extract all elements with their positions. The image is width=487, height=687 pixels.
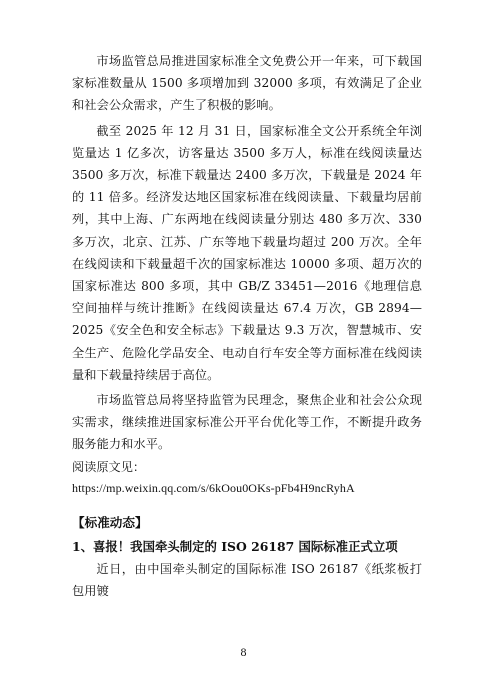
read-more-link[interactable]: https://mp.weixin.qq.com/s/6kOou0OKs-pFb4H9ncRyhA [72, 480, 355, 495]
body-paragraph-3: 市场监管总局将坚持监管为民理念，聚焦企业和社会公众现实需求，继续推进国家标准公开平台优化等工作，不断提升政务服务能力和水平。 [72, 393, 422, 452]
read-more-label: 阅读原文见： [72, 459, 146, 474]
page-number: 8 [240, 645, 247, 659]
news-item-body: 近日，由中国牵头制定的国际标准 ISO 26187《纸浆板打包用镀 [72, 561, 422, 598]
document-body [72, 50, 422, 602]
body-paragraph-2: 截至 2025 年 12 月 31 日，国家标准全文公开系统全年浏览量达 1 亿多次，访客量达 3500 多万人，标准在线阅读量达 3500 多万次，标准下载量达 2400 多万次，下载量是 2024 年的 11 倍多。经济发达地区国家标准在线阅读量、下载量均居前列，其中上海、广东两地在线阅读量分别达 480 多万次、330 多万次，北京、江苏、广东等地下载量均超过 200 万次。全年在线阅读和下载量超千次的国家标准达 10000 多项、超万次的国家标准达 800 多项，其中 GB/Z 33451—2016《地理信息 空间抽样与统计推断》在线阅读量达 67.4 万次，GB 2894—2025《安全色和安全标志》下载量达 9.3 万次，智慧城市、安全生产、危险化学品安全、电动自行车安全等方面标准在线阅读量和下载量持续居于高位。 [72, 123, 422, 382]
section-heading: 【标准动态】 [72, 514, 148, 530]
news-item-title: 1、喜报！我国牵头制定的 ISO 26187 国际标准正式立项 [72, 538, 398, 554]
body-paragraph-1: 市场监管总局推进国家标准全文免费公开一年来，可下载国家标准数量从 1500 多项增加到 32000 多项，有效满足了企业和社会公众需求，产生了积极的影响。 [72, 54, 422, 113]
